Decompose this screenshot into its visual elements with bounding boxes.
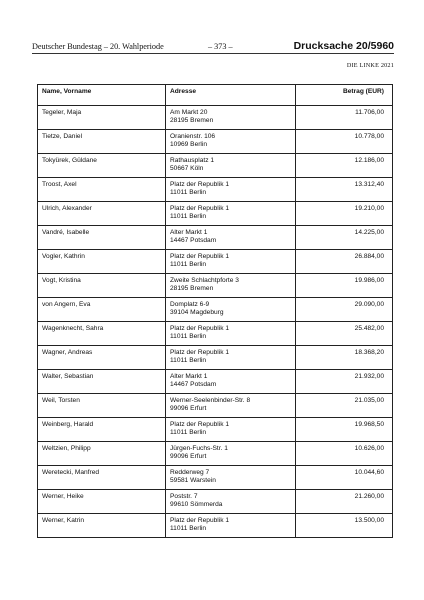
table-row [38,514,393,538]
address-city: 14467 Potsdam [170,237,217,245]
cell-amount: 12.186,00 [296,154,393,178]
cell-address [166,298,296,322]
address-street: Platz der Republik 1 [170,181,230,188]
table-row [38,226,393,250]
cell-address [166,274,296,298]
cell-amount: 13.500,00 [296,514,393,538]
cell-address [166,370,296,394]
page-number: – 373 – [208,42,233,51]
header-divider [32,53,394,54]
cell-name: Tegeler, Maja [38,106,166,130]
table-header-row [38,85,393,106]
cell-name: Wagenknecht, Sahra [38,322,166,346]
address-city: 59581 Warstein [170,477,216,485]
cell-address [166,466,296,490]
address-city: 10969 Berlin [170,141,208,149]
cell-address [166,178,296,202]
cell-name: Walter, Sebastian [38,370,166,394]
address-city: 99096 Erfurt [170,453,207,461]
address-street: Jürgen-Fuchs-Str. 1 [170,445,228,452]
document-number: Drucksache 20/5960 [293,40,394,52]
cell-address [166,490,296,514]
address-street: Platz der Republik 1 [170,253,230,260]
cell-name: Werner, Katrin [38,514,166,538]
table-row [38,178,393,202]
cell-name: Troost, Axel [38,178,166,202]
address-street: Platz der Republik 1 [170,517,230,524]
address-street: Platz der Republik 1 [170,421,230,428]
cell-name: Weretecki, Manfred [38,466,166,490]
cell-address [166,226,296,250]
cell-address [166,106,296,130]
table-row [38,322,393,346]
table-row [38,154,393,178]
table-row [38,106,393,130]
address-city: 14467 Potsdam [170,381,217,389]
table-row [38,442,393,466]
table-row [38,346,393,370]
cell-name: Vandré, Isabelle [38,226,166,250]
table-row [38,202,393,226]
donations-table [37,84,393,538]
cell-name: Wagner, Andreas [38,346,166,370]
table-row [38,298,393,322]
column-header-name: Name, Vorname [38,85,166,106]
address-city: 11011 Berlin [170,429,207,437]
address-city: 11011 Berlin [170,261,207,269]
cell-name: Vogler, Kathrin [38,250,166,274]
address-street: Redderweg 7 [170,469,210,476]
table-row [38,274,393,298]
address-city: 11011 Berlin [170,189,207,197]
cell-amount: 18.368,20 [296,346,393,370]
cell-amount: 11.706,00 [296,106,393,130]
cell-amount: 21.260,00 [296,490,393,514]
cell-amount: 10.626,00 [296,442,393,466]
cell-address [166,154,296,178]
address-city: 11011 Berlin [170,357,207,365]
table-row [38,466,393,490]
cell-amount: 10.778,00 [296,130,393,154]
table-row [38,490,393,514]
cell-address [166,130,296,154]
address-street: Platz der Republik 1 [170,349,230,356]
cell-name: Weltzien, Philipp [38,442,166,466]
address-street: Alter Markt 1 [170,229,208,236]
cell-name: Werner, Heike [38,490,166,514]
cell-address [166,202,296,226]
column-header-address: Adresse [166,85,296,106]
address-city: 99096 Erfurt [170,405,207,413]
table-row [38,394,393,418]
cell-address [166,346,296,370]
publication-title: Deutscher Bundestag – 20. Wahlperiode [32,42,164,51]
address-street: Platz der Republik 1 [170,325,230,332]
address-street: Alter Markt 1 [170,373,208,380]
cell-amount: 19.986,00 [296,274,393,298]
cell-address [166,418,296,442]
address-street: Am Markt 20 [170,109,208,116]
cell-amount: 29.090,00 [296,298,393,322]
cell-name: Tietze, Daniel [38,130,166,154]
table-row [38,418,393,442]
address-street: Zweite Schlachtpforte 3 [170,277,239,284]
cell-amount: 19.968,50 [296,418,393,442]
cell-name: Weil, Torsten [38,394,166,418]
cell-address [166,394,296,418]
address-city: 50667 Köln [170,165,204,173]
address-city: 11011 Berlin [170,333,207,341]
cell-name: Weinberg, Harald [38,418,166,442]
party-label: DIE LINKE 2021 [346,62,394,69]
cell-amount: 10.044,60 [296,466,393,490]
address-street: Rathausplatz 1 [170,157,214,164]
cell-amount: 19.210,00 [296,202,393,226]
address-street: Poststr. 7 [170,493,198,500]
table-row [38,370,393,394]
cell-amount: 21.035,00 [296,394,393,418]
address-city: 39104 Magdeburg [170,309,224,317]
table-row [38,250,393,274]
cell-amount: 21.932,00 [296,370,393,394]
cell-name: Vogt, Kristina [38,274,166,298]
address-city: 99610 Sömmerda [170,501,223,509]
cell-amount: 13.312,40 [296,178,393,202]
cell-amount: 25.482,00 [296,322,393,346]
address-street: Werner-Seelenbinder-Str. 8 [170,397,251,404]
table-row [38,130,393,154]
cell-amount: 14.225,00 [296,226,393,250]
address-street: Domplatz 6-9 [170,301,210,308]
cell-name: Tokyürek, Güldane [38,154,166,178]
cell-amount: 26.884,00 [296,250,393,274]
address-city: 11011 Berlin [170,525,207,533]
column-header-amount: Betrag (EUR) [296,85,393,106]
cell-address [166,514,296,538]
cell-name: Ulrich, Alexander [38,202,166,226]
address-city: 28195 Bremen [170,285,214,293]
cell-address [166,442,296,466]
address-city: 28195 Bremen [170,117,214,125]
address-city: 11011 Berlin [170,213,207,221]
cell-address [166,250,296,274]
cell-address [166,322,296,346]
cell-name: von Angern, Eva [38,298,166,322]
address-street: Oranienstr. 106 [170,133,216,140]
address-street: Platz der Republik 1 [170,205,230,212]
